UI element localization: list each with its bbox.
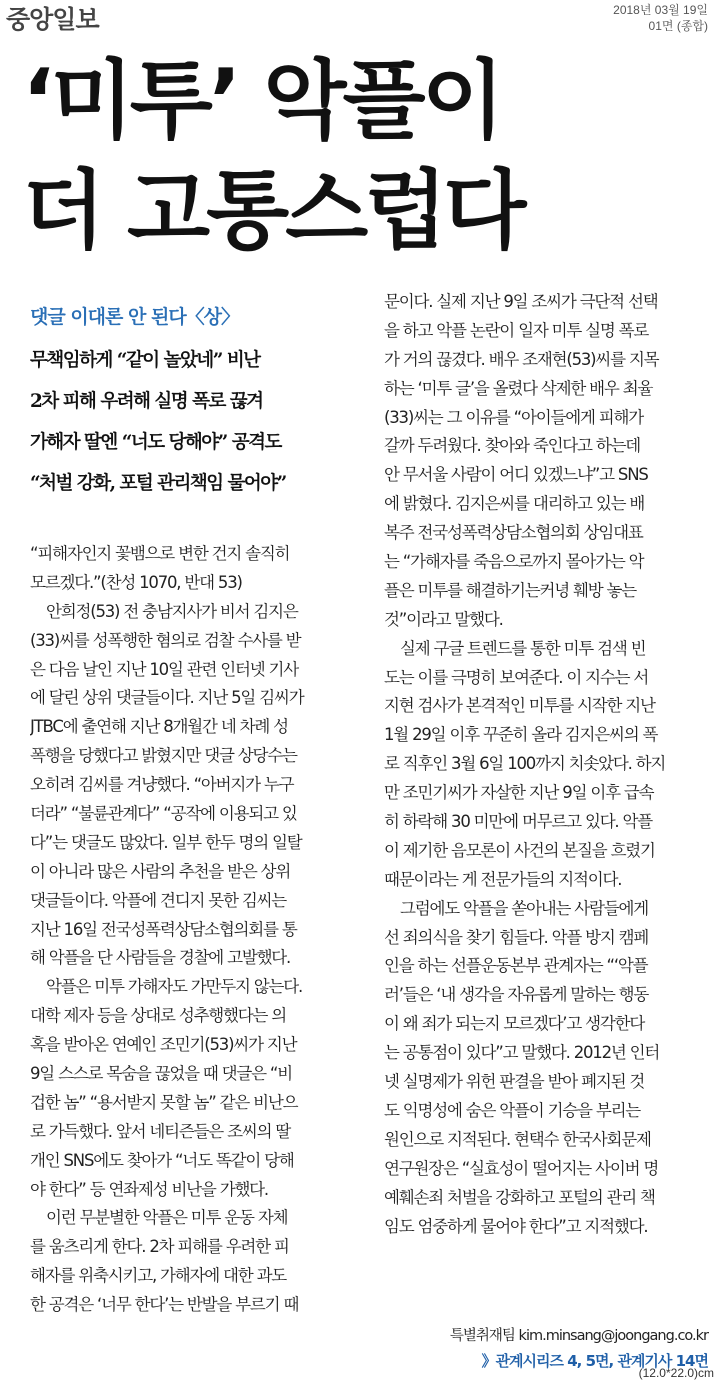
- article-line: 는 공통점이 있다”고 말했다. 2012년 인터: [384, 1043, 660, 1063]
- article-line: (33)씨는 그 이유를 “아이들에게 피해가: [384, 407, 643, 427]
- article-line: 이 아니라 많은 사람의 추천을 받은 상위: [30, 861, 291, 881]
- article-line: 지난 16일 전국성폭력상담소협의회를 통: [30, 919, 297, 939]
- article-line: 혹을 받아온 연예인 조민기(53)씨가 지난: [30, 1035, 297, 1055]
- article-line: 댓글들이다. 악플에 견디지 못한 김씨는: [30, 890, 287, 910]
- page-label: 01면 (종합): [648, 19, 708, 33]
- article-line: JTBC에 출연해 지난 8개월간 네 차례 성: [30, 717, 288, 737]
- article-line: 악플은 미투 가해자도 가만두지 않는다.: [46, 977, 303, 997]
- article-line: 이 제기한 음모론이 사건의 본질을 흐렸기: [384, 840, 655, 860]
- article-line: 그럼에도 악플을 쏟아내는 사람들에게: [400, 898, 648, 918]
- article-line: 때문이라는 게 전문가들의 지적이다.: [384, 869, 622, 889]
- article-line: 복주 전국성폭력상담소협의회 상임대표: [384, 523, 643, 543]
- article-line: 선 죄의식을 찾기 힘들다. 악플 방지 캠페: [384, 927, 649, 947]
- article-line: 을 하고 악플 논란이 일자 미투 실명 폭로: [384, 320, 649, 340]
- masthead-logo: 중앙일보: [6, 5, 99, 34]
- article-line: 겁한 놈” “용서받지 못할 놈” 같은 비난으: [30, 1092, 298, 1112]
- article-line: 만 조민기씨가 자살한 지난 9일 이후 급속: [384, 783, 654, 803]
- article-line: 도 익명성에 숨은 악플이 기승을 부리는: [384, 1100, 641, 1120]
- article-line: 로 직후인 3월 6일 100까지 치솟았다. 하지: [384, 754, 666, 774]
- article-line: 야 한다” 등 연좌제성 비난을 가했다.: [30, 1179, 268, 1199]
- article-line: 에 달린 상위 댓글들이다. 지난 5일 김씨가: [30, 688, 304, 708]
- article-line: 오히려 김씨를 겨냥했다. “아버지가 누구: [30, 775, 294, 795]
- subhead: “처벌 강화, 포털 관리책임 물어야”: [30, 473, 286, 494]
- article-line: (33)씨를 성폭행한 혐의로 검찰 수사를 받: [30, 630, 301, 650]
- article-line: 넷 실명제가 위헌 판결을 받아 폐지된 것: [384, 1072, 645, 1092]
- article-line: 러’들은 ‘내 생각을 자유롭게 말하는 행동: [384, 985, 649, 1005]
- article-line: 해 악플을 단 사람들을 경찰에 고발했다.: [30, 948, 291, 968]
- article-line: 임도 엄중하게 물어야 한다”고 지적했다.: [384, 1216, 648, 1236]
- article-line: 갈까 두려웠다. 찾아와 죽인다고 하는데: [384, 436, 641, 456]
- article-line: 이 왜 죄가 되는지 모르겠다’고 생각한다: [384, 1014, 645, 1034]
- article-line: 문이다. 실제 지난 9일 조씨가 극단적 선택: [384, 292, 658, 311]
- article-line: 도는 이를 극명히 보여준다. 이 지수는 서: [384, 667, 649, 687]
- article-column-right: [384, 288, 716, 1241]
- article-line: 안희정(53) 전 충남지사가 비서 김지은: [46, 601, 298, 621]
- article-line: 은 다음 날인 지난 10일 관련 인터넷 기사: [30, 659, 298, 679]
- subhead: 2차 피해 우려해 실명 폭로 끊겨: [30, 391, 263, 412]
- subhead: 가해자 딸엔 “너도 당해야” 공격도: [30, 432, 281, 453]
- article-line: 연구원장은 “실효성이 떨어지는 사이버 명: [384, 1158, 659, 1178]
- article-line: 가 거의 끊겼다. 배우 조재현(53)씨를 지목: [384, 349, 659, 369]
- article-line: 1월 29일 이후 꾸준히 올라 김지은씨의 폭: [384, 725, 658, 745]
- article-line: 히 하락해 30 미만에 머무르고 있다. 악플: [384, 812, 652, 832]
- article-line: 를 움츠리게 한다. 2차 피해를 우려한 피: [30, 1237, 289, 1257]
- article-size-note: (12.0*22.0)cm: [638, 1366, 714, 1380]
- date-info: [613, 2, 708, 34]
- headline-line-2: 더 고통스럽다: [22, 161, 523, 261]
- article-line: 지현 검사가 본격적인 미투를 시작한 지난: [384, 696, 655, 716]
- article-line: 로 가득했다. 앞서 네티즌들은 조씨의 딸: [30, 1121, 291, 1141]
- article-line: 한 공격은 ‘너무 한다’는 반발을 부르기 때: [30, 1295, 299, 1315]
- article-line: 다”는 댓글도 많았다. 일부 한두 명의 일탈: [30, 832, 302, 852]
- article-line: 것”이라고 말했다.: [384, 609, 503, 629]
- subheadlines: [30, 340, 375, 504]
- byline: 특별취재팀 kim.minsang@joongang.co.kr: [449, 1328, 708, 1344]
- article-line: 원인으로 지적된다. 현택수 한국사회문제: [384, 1129, 651, 1149]
- article-line: 인을 하는 선플운동본부 관계자는 “‘악플: [384, 956, 648, 976]
- subhead: 무책임하게 “같이 놀았네” 비난: [30, 350, 260, 371]
- article-line: 실제 구글 트렌드를 통한 미투 검색 빈: [400, 638, 646, 658]
- article-line: 하는 ‘미투 글’을 올렸다 삭제한 배우 최율: [384, 378, 653, 398]
- issue-date: 2018년 03월 19일: [613, 3, 708, 17]
- article-line: 에 밝혔다. 김지은씨를 대리하고 있는 배: [384, 494, 645, 514]
- article-line: 9일 스스로 목숨을 끊었을 때 댓글은 “비: [30, 1064, 293, 1084]
- article-line: 이런 무분별한 악플은 미투 운동 자체: [46, 1208, 288, 1228]
- article-line: 플은 미투를 해결하기는커녕 훼방 놓는: [384, 580, 637, 600]
- article-line: 안 무서울 사람이 어디 있겠느냐”고 SNS: [384, 465, 648, 485]
- headline-line-1: ‘미투’ 악플이: [22, 51, 501, 151]
- article-line: 개인 SNS에도 찾아가 “너도 똑같이 당해: [30, 1150, 294, 1170]
- article-line: “피해자인지 꽃뱀으로 변한 건지 솔직히: [30, 544, 290, 563]
- article-line: 대학 제자 등을 상대로 성추행했다는 의: [30, 1006, 287, 1026]
- article-line: 는 “가해자를 죽음으로까지 몰아가는 악: [384, 552, 644, 572]
- series-label: 댓글 이대론 안 된다〈상〉: [30, 306, 240, 328]
- article-line: 예훼손죄 처벌을 강화하고 포털의 관리 책: [384, 1187, 655, 1207]
- article-column-left: [30, 540, 370, 1320]
- related-articles-link[interactable]: 》관계시리즈 4, 5면, 관계기사 14면: [481, 1352, 708, 1370]
- article-line: 모르겠다.”(찬성 1070, 반대 53): [30, 572, 242, 592]
- article-line: 해자를 위축시키고, 가해자에 대한 과도: [30, 1266, 287, 1286]
- article-line: 폭행을 당했다고 밝혔지만 댓글 상당수는: [30, 746, 297, 766]
- article-line: 더라” “불륜관계다” “공작에 이용되고 있: [30, 804, 297, 824]
